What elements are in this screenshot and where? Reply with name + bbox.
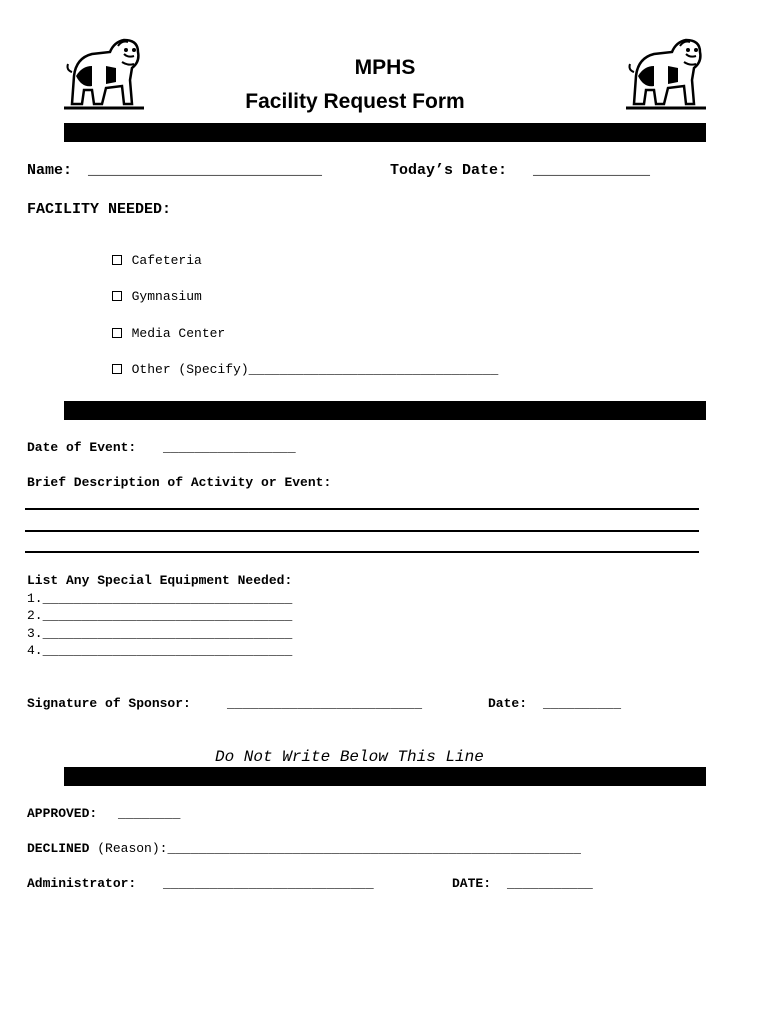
sponsor-date-field[interactable]: __________ [543, 696, 622, 711]
facility-needed-heading: FACILITY NEEDED: [27, 201, 172, 218]
form-title: Facility Request Form [245, 90, 465, 113]
description-line[interactable] [25, 530, 699, 532]
checkbox-icon[interactable] [112, 291, 122, 301]
description-line[interactable] [25, 551, 699, 553]
facility-option-media-center[interactable] [96, 311, 225, 341]
section-divider-bar [64, 401, 706, 420]
checkbox-icon[interactable] [112, 364, 122, 374]
checkbox-icon[interactable] [112, 328, 122, 338]
administrator-field[interactable]: ___________________________ [163, 876, 374, 891]
declined-reason-field[interactable]: (Reason):_____________________________________________________ [97, 841, 581, 856]
admin-date-label: DATE: [452, 876, 492, 891]
description-label: Brief Description of Activity or Event: [27, 475, 332, 490]
equipment-label: List Any Special Equipment Needed: [27, 573, 293, 588]
equipment-line-3[interactable]: 3.________________________________ [27, 626, 293, 641]
sponsor-signature-field[interactable]: _________________________ [227, 696, 423, 711]
option-label: Other (Specify)________________________________ [131, 362, 499, 377]
facility-option-other[interactable] [96, 347, 498, 377]
todays-date-field[interactable]: _____________ [533, 162, 651, 179]
equipment-line-1[interactable]: 1.________________________________ [27, 591, 293, 606]
section-divider-bar [64, 123, 706, 142]
checkbox-icon[interactable] [112, 255, 122, 265]
facility-option-cafeteria[interactable] [96, 238, 202, 268]
todays-date-label: Today’s Date: [390, 162, 508, 179]
declined-row [27, 841, 581, 856]
option-label: Gymnasium [131, 289, 202, 304]
option-label: Cafeteria [131, 253, 202, 268]
school-name: MPHS [354, 56, 416, 79]
option-label: Media Center [131, 326, 226, 341]
declined-label: DECLINED [27, 841, 90, 856]
section-divider-bar [64, 767, 706, 786]
administrator-label: Administrator: [27, 876, 137, 891]
approved-field[interactable]: ________ [118, 806, 181, 821]
description-line[interactable] [25, 508, 699, 510]
equipment-line-4[interactable]: 4.________________________________ [27, 643, 293, 658]
date-of-event-label: Date of Event: [27, 440, 137, 455]
sponsor-signature-label: Signature of Sponsor: [27, 696, 191, 711]
name-field[interactable]: __________________________ [88, 162, 323, 179]
approved-label: APPROVED: [27, 806, 98, 821]
equipment-line-2[interactable]: 2.________________________________ [27, 608, 293, 623]
office-use-notice: Do Not Write Below This Line [215, 748, 484, 766]
sponsor-date-label: Date: [488, 696, 528, 711]
date-of-event-field[interactable]: _________________ [163, 440, 296, 455]
name-label: Name: [27, 162, 73, 179]
facility-option-gymnasium[interactable] [96, 274, 202, 304]
admin-date-field[interactable]: ___________ [507, 876, 593, 891]
